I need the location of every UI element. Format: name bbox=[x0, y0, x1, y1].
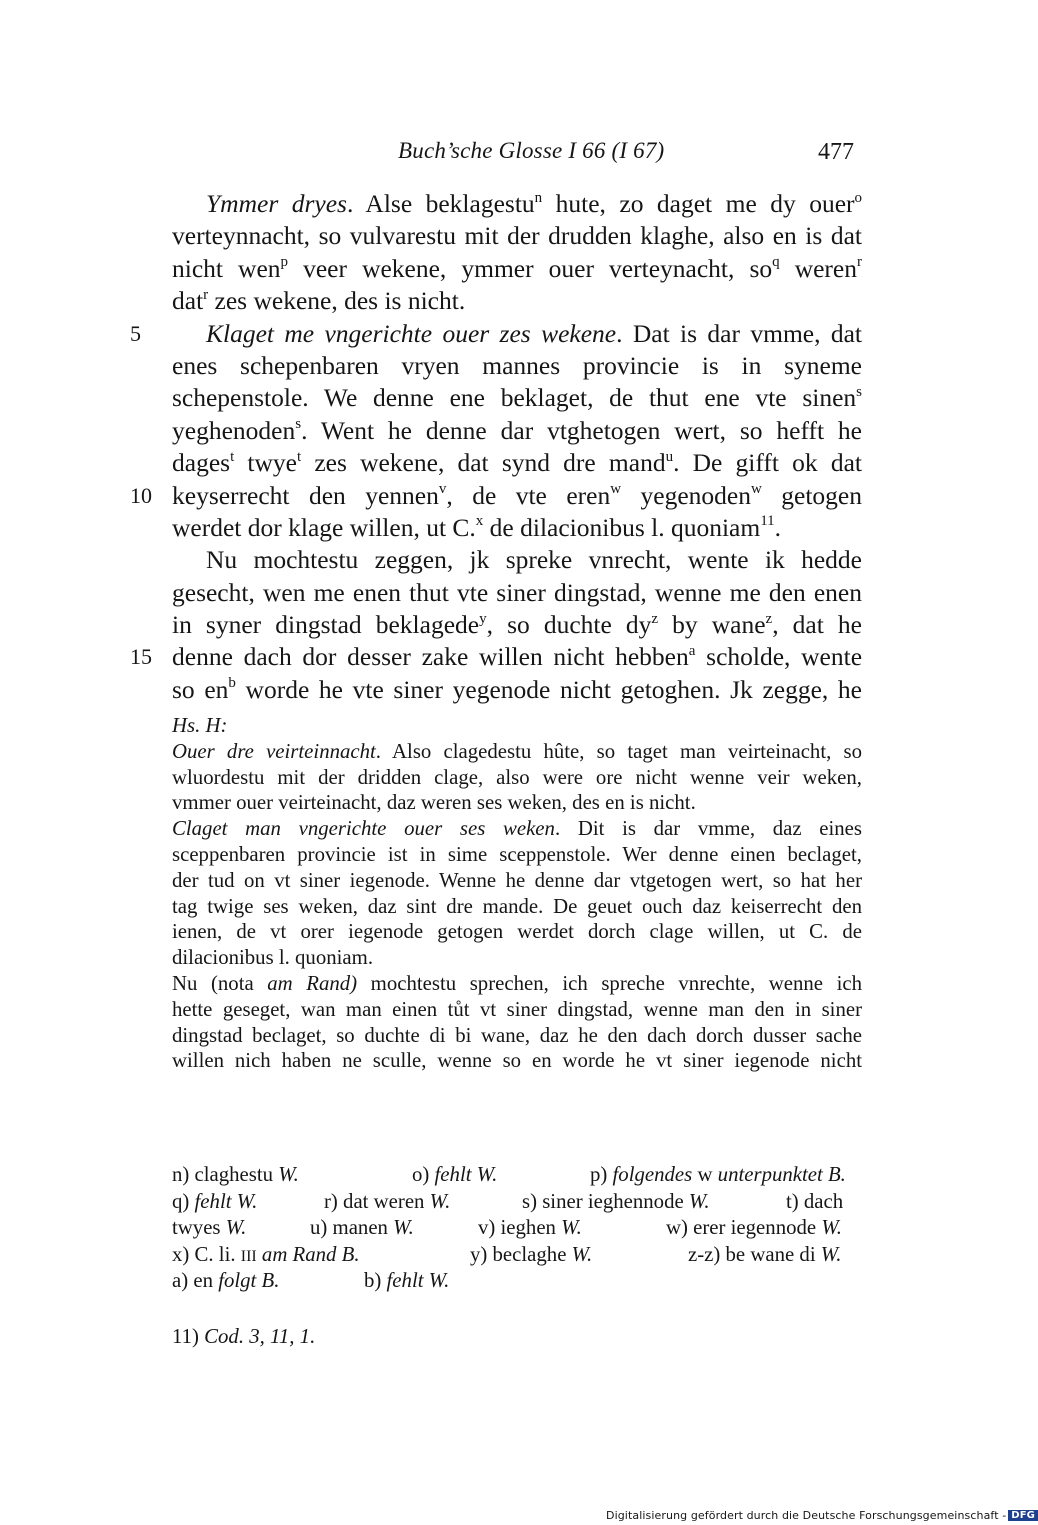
variant-note: x) C. li. III am Rand B. bbox=[172, 1242, 360, 1266]
text-line: Nu mochtestu zeggen, jk spreke vnrecht, wente ik hedde bbox=[206, 545, 862, 575]
text-line: gesecht, wen me enen thut vte siner dingstad, wenne me den enen bbox=[172, 577, 862, 607]
text-line: Claget man vngerichte ouer ses weken. Dit is dar vmme, daz eines bbox=[172, 817, 862, 841]
text-line: wluordestu mit der dridden clage, also were ore nicht wenne veir weken, bbox=[172, 765, 862, 789]
text-line: 15 denne dach dor desser zake willen nicht hebben$^a$ scholde, wente bbox=[172, 641, 862, 673]
variant-note: p) folgendes w unterpunktet B. bbox=[590, 1163, 846, 1186]
variant-mark: n bbox=[534, 189, 543, 206]
text-line: dilacionibus l. quoniam. bbox=[172, 946, 374, 970]
variant-mark: s bbox=[856, 383, 862, 400]
text-line: nicht wen$^p$ veer wekene, ymmer ouer verteynacht, $so^q$ weren$^r$ bbox=[172, 253, 862, 283]
variant-mark: u bbox=[665, 448, 674, 465]
page-header bbox=[0, 138, 1000, 172]
footer-text: Digitalisierung gefördert durch die Deutsche Forschungsgemeinschaft - bbox=[606, 1509, 1007, 1522]
text-line: dages$^t$ twye$^t$ zes wekene, dat synd dre mand$^u$. De gifft ok dat bbox=[172, 448, 862, 478]
variant-mark: z bbox=[765, 610, 773, 627]
text-line: dingstad beclaget, so duchte di bi wane, daz he den dach dorch dusser sache bbox=[172, 1023, 862, 1047]
variant-apparatus bbox=[172, 1162, 862, 1295]
variant-note: y) beclaghe W. bbox=[470, 1242, 593, 1266]
text-line: tag twige ses weken, daz sint dre mande. De geuet ouch daz keiserrecht den bbox=[172, 894, 862, 918]
variant-mark: x bbox=[475, 513, 484, 530]
text-line: hette geseget, wan man einen tůt vt siner dingstad, wenne man den in siner bbox=[172, 997, 862, 1021]
apparatus-row bbox=[172, 1215, 862, 1242]
text-line: in syner dingstad beklagede$^y$, so duchte $dy^z$ by wane$^z$, dat he bbox=[172, 610, 862, 640]
variant-mark: a bbox=[688, 642, 696, 659]
variant-note: q) fehlt W. bbox=[172, 1189, 258, 1213]
variant-mark: q bbox=[772, 254, 780, 271]
variant-note: o) fehlt W. bbox=[412, 1163, 498, 1186]
line-number: 10 bbox=[130, 482, 152, 508]
variant-mark: p bbox=[280, 254, 289, 271]
variant-mark: r bbox=[203, 286, 209, 303]
running-title: Buch’sche Glosse I 66 (I 67) bbox=[398, 138, 665, 163]
apparatus-row bbox=[172, 1268, 862, 1295]
variant-note: t) dach bbox=[786, 1189, 844, 1213]
variant-note: twyes W. bbox=[172, 1216, 247, 1240]
text-line: 5 Klaget me vngerichte ouer zes wekene. Dat is dar vmme, dat bbox=[172, 318, 862, 350]
main-text bbox=[130, 188, 863, 706]
page-number: 477 bbox=[818, 139, 854, 165]
text-line: Ouer dre veirteinnacht. Also clagedestu hûte, so taget man veirteinacht, so bbox=[172, 739, 862, 763]
funding-footer bbox=[606, 1509, 1038, 1522]
text-line: yeghenoden$^s$. Went he denne dar vtghetogen wert, so hefft he bbox=[172, 415, 862, 445]
text-line: vmmer ouer veirteinacht, daz weren ses weken, des en is nicht. bbox=[172, 791, 696, 815]
text-line: werdet dor klage willen, ut C.$^x$ de dilacionibus l. quoniam$^{11}$. bbox=[172, 512, 782, 542]
dfg-logo: DFG bbox=[1008, 1510, 1038, 1521]
variant-mark: t bbox=[230, 448, 235, 465]
apparatus-row bbox=[172, 1242, 862, 1269]
variant-mark: t bbox=[296, 448, 302, 465]
variant-mark: o bbox=[854, 189, 863, 206]
variant-note: u) manen W. bbox=[310, 1216, 414, 1240]
variant-mark: y bbox=[479, 610, 487, 627]
variant-note: a) en folgt B. bbox=[172, 1269, 280, 1293]
manuscript-h-text bbox=[172, 713, 862, 1074]
text-line: enes schepenbaren vryen mannes provincie is in syneme bbox=[172, 350, 862, 380]
text-line: ienen, de vt orer iegenode getogen werdet dorch clage willen, ut C. de bbox=[172, 920, 862, 944]
text-line: Ymmer dryes. Alse beklagestu$^n$ hute, zo daget me dy ouer$^o$ bbox=[206, 189, 863, 218]
text-line: schepenstole. We denne ene beklaget, de thut ene vte sinen$^s$ bbox=[172, 383, 862, 413]
variant-mark: w bbox=[750, 481, 762, 498]
variant-note: n) claghestu W. bbox=[172, 1163, 299, 1186]
line-number: 5 bbox=[130, 320, 141, 346]
variant-note: w) erer iegennode W. bbox=[666, 1216, 842, 1240]
variant-note: v) ieghen W. bbox=[478, 1216, 582, 1240]
apparatus-row bbox=[172, 1189, 862, 1216]
variant-note: z-z) be wane di W. bbox=[688, 1242, 842, 1266]
variant-mark: w bbox=[610, 481, 622, 498]
text-line: so $en^b$ worde he vte siner yegenode nicht getoghen. Jk zegge, he bbox=[172, 674, 862, 704]
variant-mark: b bbox=[228, 675, 236, 692]
line-number: 15 bbox=[130, 644, 152, 670]
variant-mark: s bbox=[295, 416, 302, 433]
text-line: verteynnacht, so vulvarestu mit der drudden klaghe, also en is dat bbox=[172, 221, 862, 251]
text-line: dat$^r$ zes wekene, des is nicht. bbox=[172, 286, 466, 316]
text-line: der tud on vt siner iegenode. Wenne he denne dar vtgetogen wert, so hat her bbox=[172, 868, 862, 892]
text-line: Nu (nota am Rand) mochtestu sprechen, ich spreche vnrechte, wenne ich bbox=[172, 971, 862, 995]
variant-note: b) fehlt W. bbox=[364, 1269, 450, 1293]
footnote-mark: 11 bbox=[760, 513, 775, 530]
variant-mark: v bbox=[438, 481, 447, 498]
variant-mark: r bbox=[857, 254, 862, 271]
apparatus-row bbox=[172, 1162, 862, 1189]
footnote: 11) Cod. 3, 11, 1. bbox=[172, 1325, 316, 1348]
text-line: 10 keyserrecht den yennen$^v$, de vte eren$^w$ yegenoden$^w$ getogen bbox=[172, 480, 862, 512]
text-line: willen nich haben ne sculle, wenne so en worde he vt siner iegenode nicht bbox=[172, 1049, 862, 1073]
text-line: sceppenbaren provincie ist in sime sceppenstole. Wer denne einen beclaget, bbox=[172, 842, 862, 866]
manuscript-heading: Hs. H: bbox=[172, 714, 228, 737]
variant-note: r) dat weren W. bbox=[324, 1189, 451, 1213]
variant-mark: z bbox=[651, 610, 659, 627]
variant-note: s) siner ieghennode W. bbox=[522, 1189, 710, 1213]
